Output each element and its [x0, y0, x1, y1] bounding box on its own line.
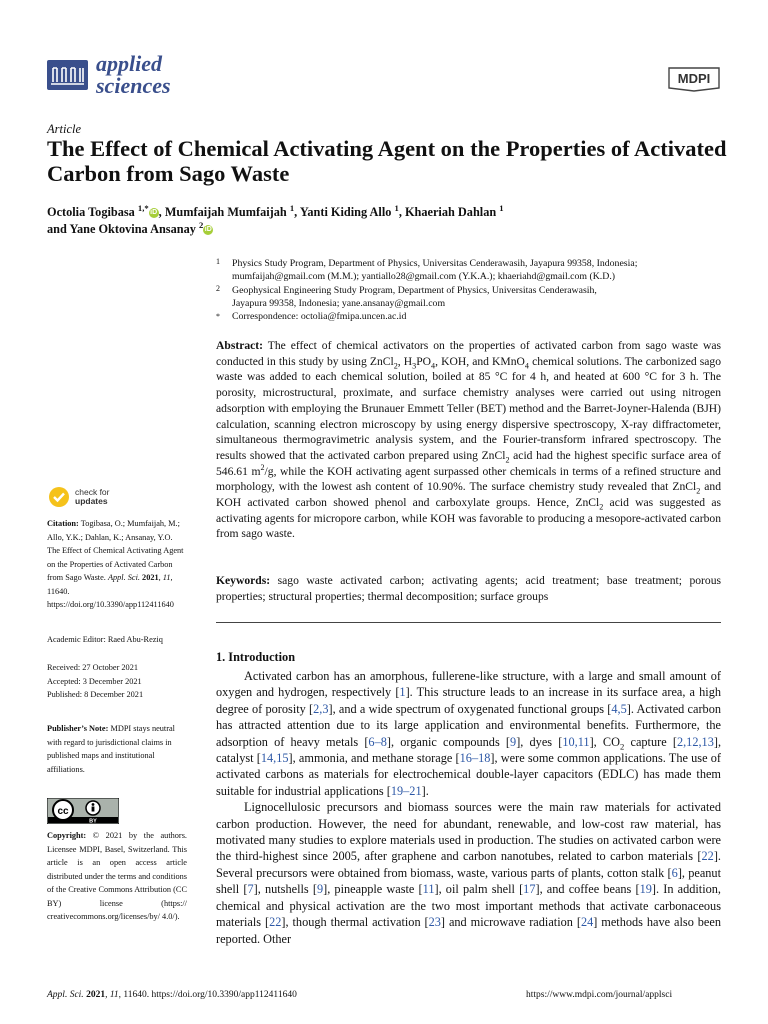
citation-link[interactable]: 24 [580, 915, 594, 930]
citation-year: 2021 [139, 573, 159, 582]
copyright-label: Copyright: [47, 831, 87, 840]
citation-link[interactable]: 19–21 [390, 783, 422, 798]
abstract-text: and KOH activated carbon showed phenol and carboxylate groups. Hence, ZnCl [216, 480, 721, 510]
footer-year: 2021 [83, 990, 106, 1000]
author-affil-sup: 1,* [137, 202, 149, 213]
citation-link[interactable]: 17 [523, 882, 536, 897]
section-divider [216, 622, 721, 623]
author-affil-sup: 2 [198, 219, 204, 230]
body-text: ], CO [589, 734, 620, 749]
received-date: Received: 27 October 2021 [47, 663, 139, 672]
abstract-text: , H [397, 354, 413, 368]
journal-logo-icon [47, 60, 88, 90]
body-text: ]. This structure leads to an increase in its surface area, a high degree of porosity [ [216, 685, 721, 716]
check-for-updates-button[interactable] [48, 486, 110, 508]
body-text: ], and a wide spectrum of oxygenated functional groups [ [328, 701, 612, 716]
abstract [216, 338, 721, 542]
citation-block [47, 517, 187, 612]
body-text: ], catalyst [ [216, 734, 722, 766]
published-date: Published: 8 December 2021 [47, 690, 144, 699]
publisher-note-text: MDPI stays neutral with regard to jurisdictional claims in published maps and institutional affiliations. [47, 724, 175, 774]
citation-link[interactable]: 9 [316, 882, 324, 897]
abstract-sup: 2 [260, 462, 265, 472]
accepted-date: Accepted: 3 December 2021 [47, 676, 142, 686]
abstract-text: /g, while the KOH activating agent surpassed other chemicals in terms of a refined structure and morphology, with the lowest ash content of 10.90%. The surface chemistry study revealed that ZnCl [216, 464, 721, 494]
citation-link[interactable]: 6–8 [368, 734, 387, 749]
copyright-notice [47, 829, 187, 924]
author-name[interactable]: Khaeriah Dahlan [404, 205, 497, 219]
affil-number: 1 [216, 257, 220, 266]
abstract-sub: 2 [599, 502, 604, 512]
body-text: ]. Several precursors were obtained from biomass, waste, various parts of plants, cotton stalk [ [216, 849, 721, 880]
citation-link[interactable]: 9 [510, 734, 517, 749]
author-name[interactable]: Yanti Kiding Allo [299, 205, 392, 219]
mdpi-logo-icon [666, 66, 722, 92]
publisher-logo [666, 66, 722, 92]
citation-link[interactable]: 23 [428, 915, 441, 930]
author-name[interactable]: Octolia Togibasa [47, 205, 135, 219]
footer-journal-url[interactable]: https://www.mdpi.com/journal/applsci [526, 990, 673, 1000]
keywords [216, 573, 721, 604]
footer-journal: Appl. Sci. [47, 990, 84, 1000]
copyright-text: © 2021 by the authors. Licensee MDPI, Basel, Switzerland. This article is an open access article distributed under the terms and conditions of the Creative Commons Attribution (CC BY) license (https:// creativecommons.org/licenses/by/ 4.0/). [47, 831, 187, 921]
cc-by-text: BY [89, 818, 97, 824]
page-title: The Effect of Chemical Activating Agent on the Properties of Activated Carbon from Sago Waste [47, 136, 727, 186]
body-text: ], though thermal activation [ [281, 915, 429, 930]
paragraph [216, 668, 721, 799]
journal-name-line2: sciences [96, 73, 171, 98]
history-dates [47, 661, 187, 702]
cc-by-license-badge[interactable] [47, 798, 119, 824]
citation-volume: , 11 [158, 573, 171, 582]
cc-text: cc [57, 806, 69, 817]
journal-name [96, 53, 171, 97]
citation-link[interactable]: 19 [639, 882, 652, 897]
body-text: ], dyes [ [516, 734, 563, 749]
citation-link[interactable]: 14,15 [260, 751, 289, 766]
cc-by-icon [47, 798, 119, 824]
body-text: Lignocellulosic precursors and biomass sources were the main raw materials for activated carbon production. However, the need for abundant, renewable, and low-cost raw material, has motivated many studies to explore materials used in production. The studies on activated carbon were the third-highest since 2005, after graphene and carbon nanotubes, related to carbon materials [ [216, 800, 721, 864]
body-text: ], ammonia, and methane storage [ [288, 751, 460, 766]
abstract-text: , KOH, and KMnO [435, 354, 525, 368]
citation-text: Togibasa, O.; Mumfaijah, M.; Allo, Y.K.; Dahlan, K.; Ansanay, Y.O. The Effect of Chemical Activating Agent on the Properties of Activated Carbon from Sago Waste. [47, 519, 184, 582]
citation-link[interactable]: 1 [399, 685, 406, 700]
body-text: ] and microwave radiation [ [440, 915, 581, 930]
author-name[interactable]: and Yane Oktovina Ansanay [47, 222, 196, 236]
abstract-sub: 2 [696, 486, 701, 496]
article-type: Article [47, 122, 82, 136]
citation-journal: Appl. Sci. [107, 573, 140, 582]
body-text: ]. [421, 783, 429, 798]
body-text: ], pineapple waste [ [323, 882, 423, 897]
body-text: ] methods have also been reported. Other [216, 915, 721, 946]
publisher-note-label: Publisher’s Note: [47, 724, 109, 733]
body-text: ], nutshells [ [253, 882, 317, 897]
abstract-text: The effect of chemical activators on the properties of activated carbon from sago waste was conducted in this study by using ZnCl [216, 339, 721, 368]
body-text: capture [ [624, 734, 677, 749]
keywords-text: sago waste activated carbon; activating agents; acid treatment; base treatment; porous properties; structural properties; thermal decomposition; surface groups [216, 574, 721, 603]
academic-editor: Academic Editor: Raed Abu-Reziq [47, 635, 163, 644]
affil-line: Jayapura 99358, Indonesia; yane.ansanay@gmail.com [232, 298, 446, 310]
abstract-text: chemical solutions. The carbonized sago waste was added to each chemical solution, boiled at 85 °C for 4 h, and heated at 600 °C for 3 h. The porosity, microstructural, proximate, and surface chemistry analyses were carried out using nitrogen adsorption with employing the Brunauer Emmett Teller (BET) method and the Barret-Joyner-Halenda (BJH) calculation, scanning electron microscopy by using energy dispersive spectroscopy, X-ray diffractometer, simultaneous thermogravimetric analysis system, and the Fourier-transform infrared spectroscopy. The results showed that the activated carbon prepared using ZnCl [216, 354, 722, 462]
citation-link[interactable]: 16–18 [459, 751, 491, 766]
affil-line: Geophysical Engineering Study Program, Department of Physics, Universitas Cenderawasih, [232, 285, 597, 296]
citation-link[interactable]: 6 [671, 865, 678, 880]
author-name[interactable]: Mumfaijah Mumfaijah [164, 205, 287, 219]
abstract-sub: 3 [412, 361, 417, 371]
affil-line: Physics Study Program, Department of Physics, Universitas Cenderawasih, Jayapura 99358, Indonesia; [232, 258, 638, 269]
citation-link[interactable]: 22 [269, 915, 282, 930]
author-affil-sup: 1 [499, 202, 504, 213]
body-text: ], were some common applications. The use of activated carbons as materials for electrochemical double-layer capacitors (EDLC) has made them suitable for industrial applications [ [216, 751, 721, 798]
orcid-icon[interactable]: iD [204, 226, 212, 234]
check-updates-line1: check for [75, 487, 110, 497]
keywords-label: Keywords: [216, 574, 271, 587]
section-heading: 1. Introduction [216, 650, 296, 664]
citation-link[interactable]: 11 [422, 882, 435, 897]
footer-volume: , 11 [105, 990, 119, 1000]
abstract-sub: 4 [524, 361, 529, 371]
check-updates-line2: updates [75, 496, 108, 506]
footer-doi[interactable]: , 11640. https://doi.org/10.3390/app112411640 [118, 990, 297, 1000]
abstract-label: Abstract: [216, 339, 264, 352]
affil-text [232, 257, 732, 283]
body-sub: 2 [620, 741, 625, 752]
footer-citation [47, 990, 297, 1000]
citation-link[interactable]: 10,11 [562, 734, 590, 749]
publisher-name: MDPI [677, 71, 711, 86]
body-text: ], and coffee beans [ [535, 882, 640, 897]
citation-link[interactable]: 7 [247, 882, 254, 897]
affil-text [232, 284, 732, 310]
abstract-text: acid was suggested as activating agents for micropore carbon, while KOH was favorable to producing a mesopore-activated carbon from sago waste. [216, 496, 721, 541]
journal-name-line1: applied [96, 51, 162, 76]
abstract-text: PO [416, 354, 432, 368]
affil-number: 2 [216, 284, 220, 293]
abstract-sub: 2 [393, 361, 398, 371]
citation-doi[interactable]: , 11640. https://doi.org/10.3390/app112411640 [47, 573, 174, 609]
correspondence: Correspondence: octolia@fmipa.uncen.ac.id [232, 311, 407, 322]
abstract-sub: 4 [431, 361, 436, 371]
author-affil-sup: 1 [289, 202, 295, 213]
abstract-text: acid had the highest specific surface area of 546.61 m [216, 448, 721, 478]
body-text: ]. Activated carbon has attracted attention due to its large application and environmental benefits. Furthermore, the adsorption of heavy metals [ [216, 701, 721, 749]
orcid-icon[interactable]: iD [150, 209, 158, 217]
citation-link[interactable]: 4,5 [611, 701, 627, 716]
body-text: ]. In addition, chemical and physical activation are the two most important methods that activate carbonaceous materials [ [216, 882, 722, 930]
abstract-sub: 2 [505, 455, 510, 465]
author-list: Octolia Togibasa $^{1,*}$ iD , Mumfaijah Mumfaijah $^1$, Yanti Kiding Allo $^1$, Khaeriah Dahlan $^1$ and Yane Oktovina Ansanay $^2$ iD [47, 202, 504, 236]
body-text: ], oil palm shell [ [434, 882, 524, 897]
body-text: Activated carbon has an amorphous, fullerene-like structure, with a large and small amount of oxygen and hydrogen, respectively [ [216, 669, 721, 700]
body-text: ], peanut shell [ [216, 865, 721, 897]
citation-link[interactable]: 2,3 [313, 701, 329, 716]
citation-label: Citation: [47, 519, 79, 528]
affil-line: mumfaijah@gmail.com (M.M.); yantiallo28@gmail.com (Y.K.A.); khaeriahd@gmail.com (K.D.) [232, 271, 616, 283]
citation-link[interactable]: 2,12,13 [676, 734, 714, 749]
intro-body [216, 668, 721, 947]
paragraph [216, 799, 721, 947]
check-updates-icon [48, 486, 70, 508]
affil-number: * [216, 312, 220, 321]
author-affil-sup: 1 [394, 202, 399, 213]
citation-link[interactable]: 22 [701, 849, 714, 864]
body-text: ], organic compounds [ [386, 734, 511, 749]
publisher-note [47, 722, 187, 776]
